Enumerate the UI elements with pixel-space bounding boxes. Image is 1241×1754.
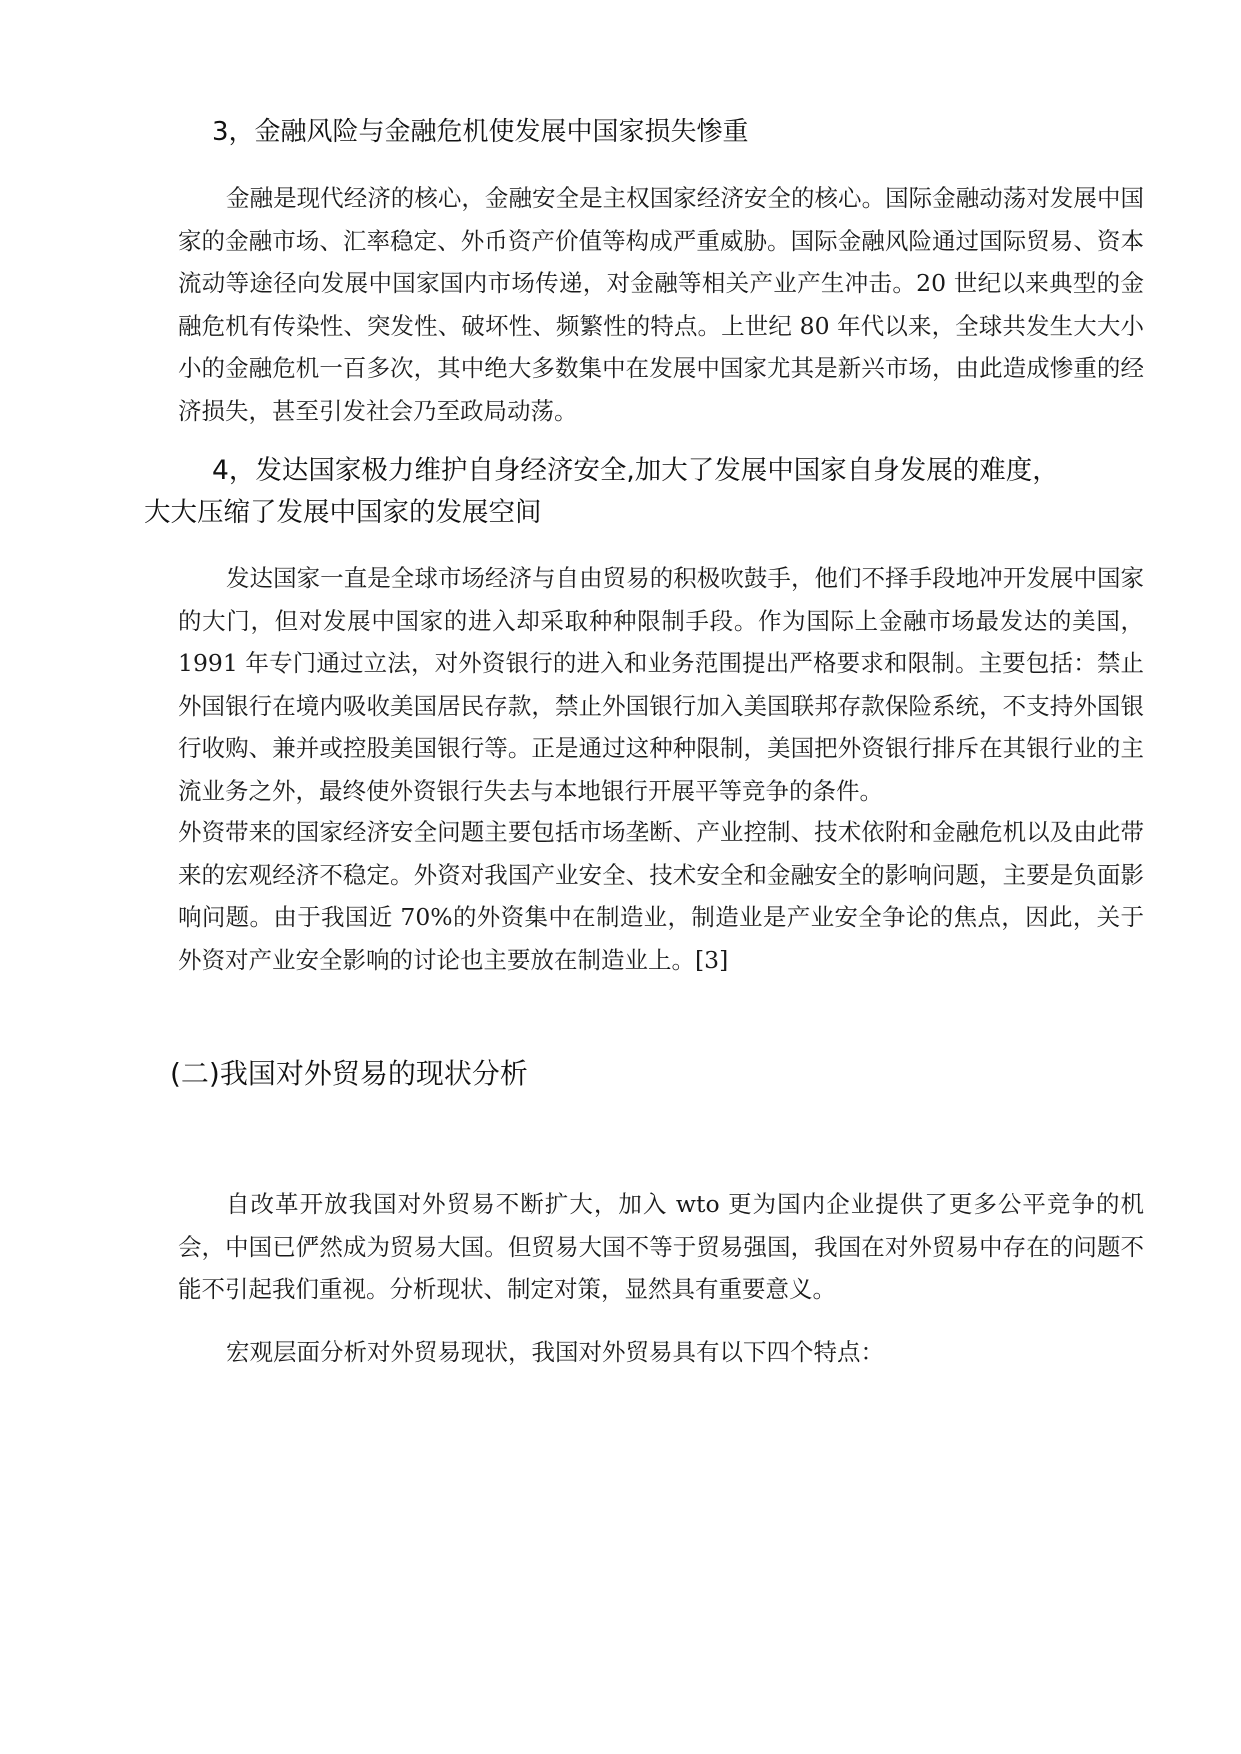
heading-4-line-1: 4，发达国家极力维护自身经济安全,加大了发展中国家自身发展的难度， <box>212 455 1059 486</box>
heading-4 <box>144 450 1144 534</box>
paragraph-developed-countries: 发达国家一直是全球市场经济与自由贸易的积极吹鼓手，他们不择手段地冲开发展中国家的大门，但对发展中国家的进入却采取种种限制手段。作为国际上金融市场最发达的美国，1991 年专门通过立法，对外资银行的进入和业务范围提出严格要求和限制。主要包括：禁止外国银行在境内吸收美国居民存款，禁止外国银行加入美国联邦存款保险系统，不支持外国银行收购、兼并或控股美国银行等。正是通过这种种限制，美国把外资银行排斥在其银行业的主流业务之外，最终使外资银行失去与本地银行开展平等竞争的条件。 <box>178 564 1144 805</box>
paragraph-foreign-capital: 外资带来的国家经济安全问题主要包括市场垄断、产业控制、技术依附和金融危机以及由此带来的宏观经济不稳定。外资对我国产业安全、技术安全和金融安全的影响问题，主要是负面影响问题。由于我国近 70%的外资集中在制造业，制造业是产业安全争论的焦点，因此，关于外资对产业安全影响的讨论也主要放在制造业上。[3] <box>178 818 1144 974</box>
heading-3: 3，金融风险与金融危机使发展中国家损失惨重 <box>212 117 749 147</box>
paragraph-financial-security: 金融是现代经济的核心，金融安全是主权国家经济安全的核心。国际金融动荡对发展中国家的金融市场、汇率稳定、外币资产价值等构成严重威胁。国际金融风险通过国际贸易、资本流动等途径向发展中国家国内市场传递，对金融等相关产业产生冲击。20 世纪以来典型的金融危机有传染性、突发性、破坏性、频繁性的特点。上世纪 80 年代以来，全球共发生大大小小的金融危机一百多次，其中绝大多数集中在发展中国家尤其是新兴市场，由此造成惨重的经济损失，甚至引发社会乃至政局动荡。 <box>178 184 1144 425</box>
heading-4-line-2: 大大压缩了发展中国家的发展空间 <box>144 497 542 528</box>
paragraph-four-features: 宏观层面分析对外贸易现状，我国对外贸易具有以下四个特点： <box>226 1338 884 1366</box>
paragraph-reform-opening: 自改革开放我国对外贸易不断扩大，加入 wto 更为国内企业提供了更多公平竞争的机会，中国已俨然成为贸易大国。但贸易大国不等于贸易强国，我国在对外贸易中存在的问题不能不引起我们重视。分析现状、制定对策，显然具有重要意义。 <box>178 1190 1144 1303</box>
section-title-trade-status: (二)我国对外贸易的现状分析 <box>170 1057 528 1090</box>
